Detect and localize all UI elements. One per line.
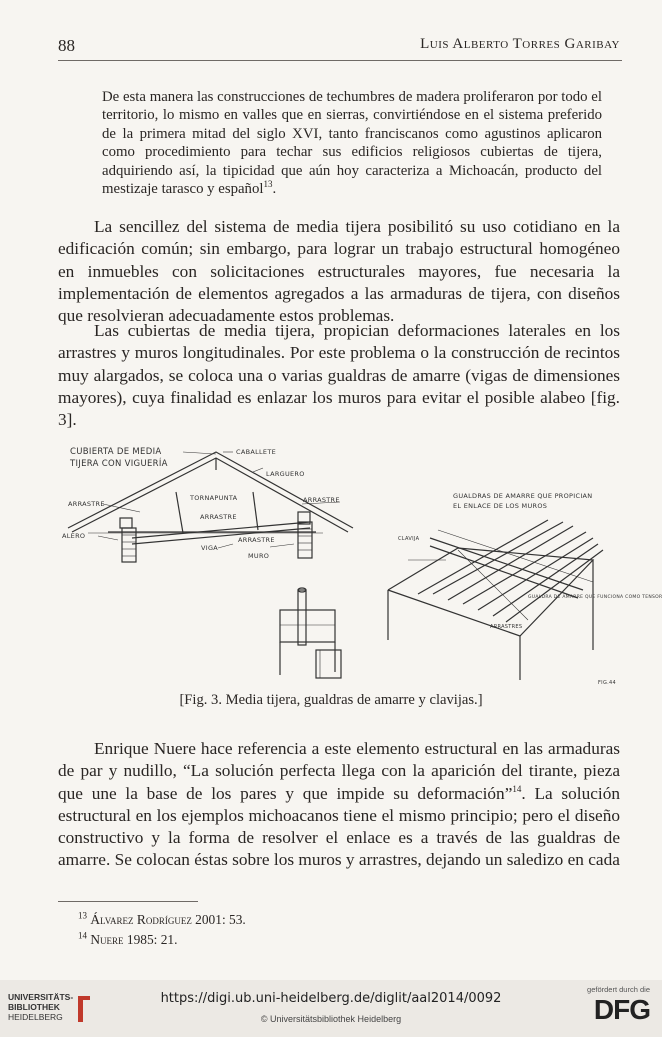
footnote-number: 14 xyxy=(78,930,87,941)
label-muro: MURO xyxy=(248,552,270,560)
footnote-number: 13 xyxy=(78,910,87,921)
label-clavija: CLAVIJA xyxy=(398,536,420,542)
library-name-1: UNIVERSITÄTS- xyxy=(8,992,74,1002)
footnote-citation: 2001: 53. xyxy=(191,912,246,927)
funding-note: gefördert durch die xyxy=(587,985,650,994)
dfg-logo[interactable]: DFG xyxy=(593,994,650,1025)
library-name-3: HEIDELBERG xyxy=(8,1012,63,1022)
label-alero: ALERO xyxy=(62,532,86,540)
label-arrastre-right: ARRASTRE xyxy=(303,496,340,504)
left-title-1: CUBIERTA DE MEDIA xyxy=(70,447,162,457)
figure-drawing xyxy=(58,440,662,690)
quote-text: De esta manera las construcciones de techumbres de madera proliferaron por todo el territorio, lo mismo en valles que en sierras, convirtiéndose en el sistema preferido de la primera mitad del siglo XVI, tanto franciscanos como agustinos aplicaron como procedimiento para techar sus edificios religiosos cubiertas de tijera, adquiriendo así, la tipicidad que aún hoy caracteriza a Michoacán, producto del mestizaje tarasco y español xyxy=(102,89,602,198)
label-caballete: CABALLETE xyxy=(236,448,277,456)
copyright-notice: © Universitätsbibliothek Heidelberg xyxy=(260,1014,402,1024)
paragraph-1: La sencillez del sistema de media tijera posibilitó su uso cotidiano en la edificación común; sin embargo, para lograr un trabajo estructural homogéneo en inmuebles con solicitaciones estructurales mayores, fue necesaria la implementación de elementos agregados a las armaduras de tijera, con diseños que resolvieran adecuadamente estos problemas. xyxy=(58,217,620,326)
viewer-footer xyxy=(0,980,662,1037)
footnote-14 xyxy=(78,932,177,948)
label-viga: VIGA xyxy=(201,544,219,552)
paragraph-2: Las cubiertas de media tijera, propician deformaciones laterales en los arrastres y muros longitudinales. Por este problema o la construcción de recintos muy alargados, se coloca una o varias gualdras de amarre (vigas de dimensiones mayores), cuya finalidad es enlazar los muros para evitar el posible alabeo [fig. 3]. xyxy=(58,321,620,430)
paragraph-3 xyxy=(58,738,620,872)
figure-3 xyxy=(58,440,662,695)
footnote-13 xyxy=(78,912,246,928)
left-title-2: TIJERA CON VIGUERÍA xyxy=(70,459,168,469)
right-wall xyxy=(298,522,312,558)
figure-caption: [Fig. 3. Media tijera, gualdras de amarre y clavijas.] xyxy=(179,692,483,708)
footnote-rule xyxy=(58,901,198,902)
page-number: 88 xyxy=(58,36,75,55)
header-rule xyxy=(58,60,622,61)
paragraph-3-text-cont: . La solución estructural en los ejemplos michoacanos tiene el mismo principio; pero el diseño constructivo y la forma de resolver el enlace es a través de las gualdras de amarre. Se colocan éstas sobre los muros y arrastres, dejando un saledizo en cada xyxy=(58,783,620,870)
paragraph-3-text: Enrique Nuere hace referencia a este elemento estructural en las armaduras de par y nudillo, “La solución perfecta llega con la aparición del tirante, pieza que une la base de los pares y que impide su deformación” xyxy=(58,739,620,803)
footnote-ref-13[interactable]: 13 xyxy=(263,179,273,190)
block-quote: De esta manera las construcciones de techumbres de madera proliferaron por todo el territorio, lo mismo en valles que en sierras, convirtiéndose en el sistema preferido de la primera mitad del siglo XVI, tanto franciscanos como agustinos aplicaron como procedimiento para techar sus edificios religiosos cubiertas de tijera, adquiriendo así, la tipicidad que aún hoy caracteriza a Michoacán, producto del mestizaje tarasco y español$^{13}$. xyxy=(102,89,602,198)
right-title-1: GUALDRAS DE AMARRE QUE PROPICIAN xyxy=(453,492,593,500)
footnote-citation: 1985: 21. xyxy=(123,932,178,947)
footnote-author: Álvarez Rodríguez xyxy=(90,912,192,927)
label-tornapunta: TORNAPUNTA xyxy=(190,494,238,502)
footnote-ref-14[interactable]: 14 xyxy=(512,783,522,794)
library-name-2: BIBLIOTHEK xyxy=(8,1002,60,1012)
label-arrastre-center: ARRASTRE xyxy=(200,513,237,521)
label-fig-num: FIG.44 xyxy=(598,680,616,686)
right-title-2: EL ENLACE DE LOS MUROS xyxy=(453,502,548,510)
running-head: Luis Alberto Torres Garibay xyxy=(420,36,620,52)
label-arrastre-left: ARRASTRE xyxy=(68,500,105,508)
permalink-url[interactable]: https://digi.ub.uni-heidelberg.de/diglit/aal2014/0092 xyxy=(160,991,502,1006)
footnote-author: Nuere xyxy=(90,932,124,947)
label-gualdra: GUALDRA DE AMARRE QUE FUNCIONA COMO TENSOR xyxy=(528,595,662,600)
label-arrastre-bottom: ARRASTRE xyxy=(238,536,275,544)
label-arrastres: ARRASTRES xyxy=(490,624,523,630)
label-larguero: LARGUERO xyxy=(266,470,305,478)
